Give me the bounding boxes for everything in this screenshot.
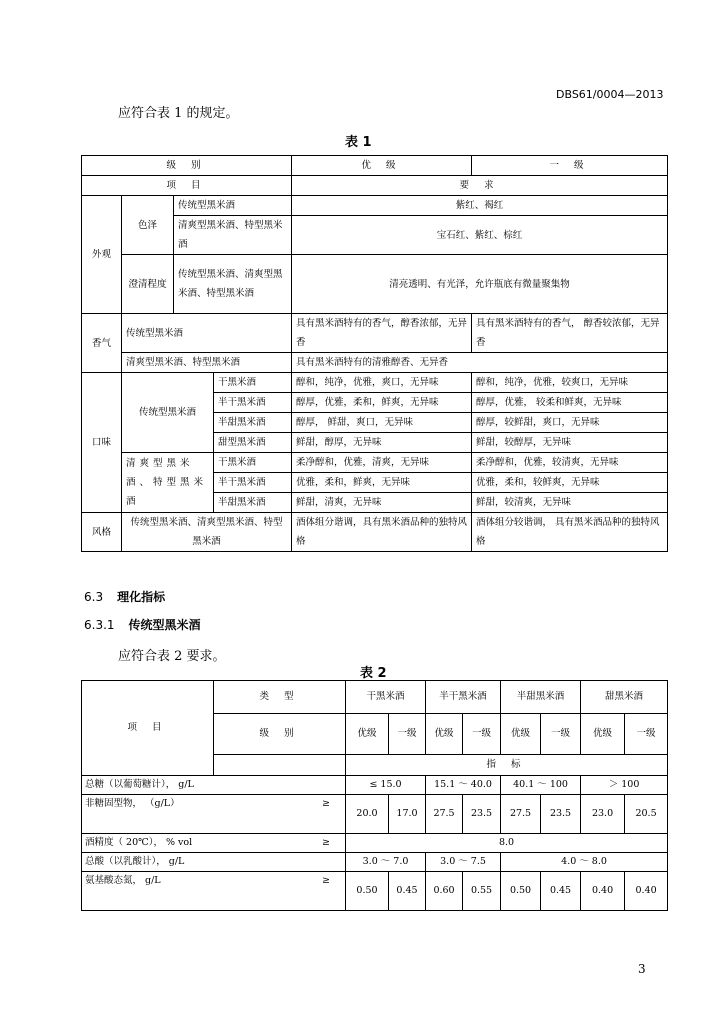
section-6-3-heading: [84, 588, 165, 605]
req-cell: 柔净醇和，优雅，清爽，无异味: [292, 453, 472, 473]
value-cell: 15.1 ～ 40.0: [426, 776, 501, 795]
page-number: 3: [638, 962, 646, 976]
value-cell: 0.40: [581, 872, 625, 911]
value-cell: 0.45: [541, 872, 581, 911]
header-cell: 指 标: [346, 755, 668, 776]
item-cell: 总糖（以葡萄糖计）， g/L: [82, 776, 346, 795]
value-cell: 0.40: [625, 872, 668, 911]
subtype-cell: 半甜黑米酒: [214, 493, 292, 513]
req-cell: 柔净醇和，优雅，较清爽，无异味: [472, 453, 668, 473]
value-cell: 23.0: [581, 795, 625, 834]
req-cell: 具有黑米酒特有的香气， 醇香较浓郁，无异香: [472, 314, 668, 353]
header-cell: 级 别: [82, 156, 292, 176]
value-cell: 27.5: [426, 795, 463, 834]
req-cell: 醇厚，优雅， 较柔和鲜爽，无异味: [472, 393, 668, 413]
value-cell: 0.55: [463, 872, 501, 911]
type-cell: 传统型黑米酒、清爽型黑米酒、特型黑米酒: [122, 513, 292, 552]
ge-symbol: ≥: [322, 875, 330, 886]
grade-cell: 优级: [501, 714, 541, 755]
grade-cell: 一级: [463, 714, 501, 755]
table1-title: 表 1: [345, 135, 372, 150]
item-cell: [82, 795, 346, 834]
table-row: [82, 176, 668, 196]
type-cell: 清爽型黑米酒、特型黑米酒: [122, 353, 292, 373]
req-cell: 具有黑米酒特有的香气，醇香浓郁，无异香: [292, 314, 472, 353]
req-cell: 清亮透明、有光泽，允许瓶底有微量聚集物: [292, 255, 668, 314]
type-cell: 传统型黑米酒: [122, 314, 292, 353]
subtype-cell: 半干黑米酒: [214, 473, 292, 493]
intro-text-2: 应符合表 2 要求。: [118, 649, 226, 664]
value-cell: 4.0 ～ 8.0: [501, 853, 668, 872]
req-cell: 酒体组分谐调，具有黑米酒品种的独特风格: [292, 513, 472, 552]
header-cell: 干黑米酒: [346, 681, 426, 714]
table-row: [82, 196, 668, 216]
section-number: 6.3.1: [84, 618, 115, 632]
grade-cell: 优级: [581, 714, 625, 755]
item-cell: [82, 834, 346, 853]
value-cell: 8.0: [346, 834, 668, 853]
req-cell: 鲜甜，醇厚，无异味: [292, 433, 472, 453]
table-row: [82, 834, 668, 853]
req-cell: 醇厚， 鲜甜，爽口，无异味: [292, 413, 472, 433]
req-cell: 醇和，纯净，优雅，较爽口，无异味: [472, 373, 668, 393]
value-cell: 0.50: [346, 872, 389, 911]
section-title: 理化指标: [117, 590, 166, 604]
header-cell: 半甜黑米酒: [501, 681, 581, 714]
value-cell: ≤ 15.0: [346, 776, 426, 795]
header-cell: 一 级: [472, 156, 668, 176]
header-cell: 甜黑米酒: [581, 681, 668, 714]
header-cell: 项 目: [82, 681, 214, 776]
value-cell: 0.45: [389, 872, 426, 911]
section-title: 传统型黑米酒: [128, 618, 201, 632]
header-cell: 级 别: [214, 714, 346, 755]
value-cell: 27.5: [501, 795, 541, 834]
subtype-cell: 半干黑米酒: [214, 393, 292, 413]
type-cell: 传统型黑米酒: [122, 373, 214, 453]
value-cell: 20.5: [625, 795, 668, 834]
table2: [81, 680, 668, 911]
item-cell: [82, 872, 346, 911]
grade-cell: 一级: [389, 714, 426, 755]
header-cell: 项 目: [82, 176, 292, 196]
type-cell: 清爽型黑米酒、特型黑米酒: [122, 453, 214, 513]
grade-cell: 优级: [346, 714, 389, 755]
req-cell: 鲜甜，较清爽，无异味: [472, 493, 668, 513]
table-row: [82, 314, 668, 353]
category-cell: 风格: [82, 513, 122, 552]
req-cell: 鲜甜，较醇厚，无异味: [472, 433, 668, 453]
value-cell: 23.5: [463, 795, 501, 834]
table-row: [82, 681, 668, 714]
grade-cell: 一级: [625, 714, 668, 755]
header-cell: [214, 755, 346, 776]
value-cell: 0.60: [426, 872, 463, 911]
category-cell: 口味: [82, 373, 122, 513]
header-cell: 半干黑米酒: [426, 681, 501, 714]
table2-title: 表 2: [360, 666, 387, 681]
category-cell: 外观: [82, 196, 122, 314]
header-cell: 类 型: [214, 681, 346, 714]
value-cell: 17.0: [389, 795, 426, 834]
table-row: [82, 795, 668, 834]
subcategory-cell: 色泽: [122, 196, 174, 255]
value-cell: 20.0: [346, 795, 389, 834]
req-cell: 紫红、褐红: [292, 196, 668, 216]
item-label: 非糖固型物， （g/L）: [85, 798, 180, 809]
table1: [81, 155, 668, 552]
subtype-cell: 干黑米酒: [214, 373, 292, 393]
subcategory-cell: 澄清程度: [122, 255, 174, 314]
table-row: [82, 853, 668, 872]
section-6-3-1-heading: [84, 616, 201, 633]
table-row: [82, 872, 668, 911]
req-cell: 优雅，柔和，鲜爽，无异味: [292, 473, 472, 493]
req-cell: 优雅，柔和，较鲜爽，无异味: [472, 473, 668, 493]
item-cell: 总酸（以乳酸计）， g/L: [82, 853, 346, 872]
subtype-cell: 半甜黑米酒: [214, 413, 292, 433]
value-cell: 3.0 ～ 7.5: [426, 853, 501, 872]
table-row: [82, 776, 668, 795]
ge-symbol: ≥: [322, 837, 330, 848]
category-cell: 香气: [82, 314, 122, 373]
req-cell: 鲜甜，清爽，无异味: [292, 493, 472, 513]
subtype-cell: 干黑米酒: [214, 453, 292, 473]
value-cell: 0.50: [501, 872, 541, 911]
req-cell: 具有黑米酒特有的清雅醇香、无异香: [292, 353, 668, 373]
table-row: [82, 156, 668, 176]
header-cell: 要 求: [292, 176, 668, 196]
req-cell: 醇厚，较鲜甜，爽口，无异味: [472, 413, 668, 433]
section-number: 6.3: [84, 590, 104, 604]
req-cell: 酒体组分较谐调， 具有黑米酒品种的独特风格: [472, 513, 668, 552]
item-label: 氨基酸态氮， g/L: [85, 875, 161, 886]
document-number: DBS61/0004—2013: [556, 88, 664, 101]
ge-symbol: ≥: [322, 798, 330, 809]
value-cell: 3.0 ～ 7.0: [346, 853, 426, 872]
req-cell: 醇厚，优雅，柔和，鲜爽，无异味: [292, 393, 472, 413]
table-row: [82, 353, 668, 373]
type-cell: 传统型黑米酒、清爽型黑米酒、特型黑米酒: [174, 255, 292, 314]
subtype-cell: 甜型黑米酒: [214, 433, 292, 453]
table-row: [82, 373, 668, 393]
req-cell: 宝石红、紫红、棕红: [292, 216, 668, 255]
item-label: 酒精度（ 20℃）， % vol: [85, 837, 193, 848]
value-cell: 23.5: [541, 795, 581, 834]
req-cell: 醇和，纯净，优雅，爽口，无异味: [292, 373, 472, 393]
type-cell: 清爽型黑米酒、特型黑米酒: [174, 216, 292, 255]
table-row: [82, 453, 668, 473]
grade-cell: 优级: [426, 714, 463, 755]
table-row: [82, 513, 668, 552]
value-cell: ＞ 100: [581, 776, 668, 795]
type-cell: 传统型黑米酒: [174, 196, 292, 216]
header-cell: 优 级: [292, 156, 472, 176]
intro-text-1: 应符合表 1 的规定。: [118, 106, 239, 121]
value-cell: 40.1 ～ 100: [501, 776, 581, 795]
grade-cell: 一级: [541, 714, 581, 755]
